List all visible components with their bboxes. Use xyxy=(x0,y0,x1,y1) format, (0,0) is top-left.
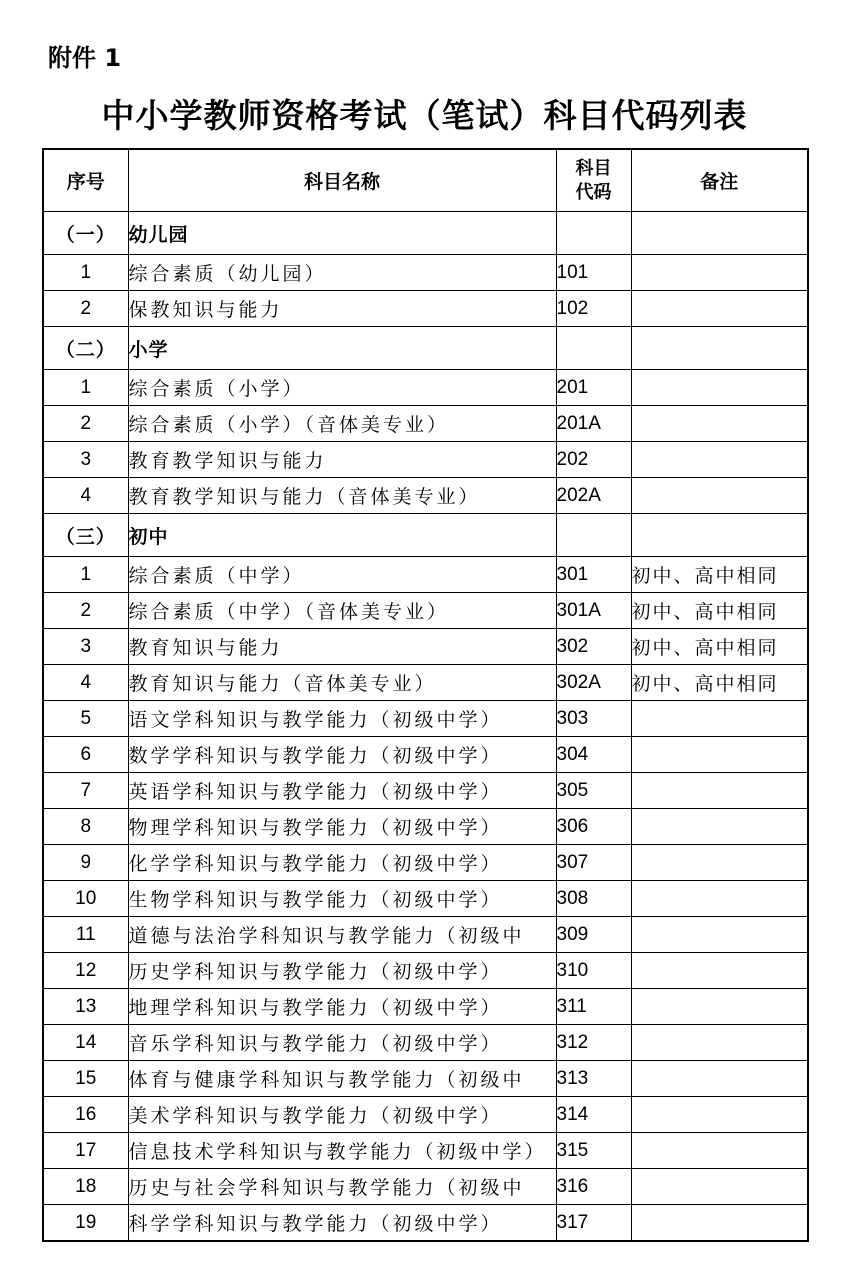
table-row xyxy=(43,881,808,917)
cell-note xyxy=(631,1097,808,1133)
table-row xyxy=(43,1025,808,1061)
cell-note xyxy=(631,881,808,917)
cell-seq: 4 xyxy=(43,478,128,514)
table-row xyxy=(43,1097,808,1133)
cell-note: 初中、高中相同 xyxy=(631,665,808,701)
cell-seq: 10 xyxy=(43,881,128,917)
cell-subject-name: 美术学科知识与教学能力（初级中学） xyxy=(128,1097,556,1133)
cell-note xyxy=(631,701,808,737)
cell-note xyxy=(631,1061,808,1097)
cell-seq: 6 xyxy=(43,737,128,773)
cell-subject-code: 202 xyxy=(556,442,631,478)
cell-subject-name: 语文学科知识与教学能力（初级中学） xyxy=(128,701,556,737)
table-row xyxy=(43,406,808,442)
table-row xyxy=(43,953,808,989)
table-row xyxy=(43,629,808,665)
cell-note: 初中、高中相同 xyxy=(631,557,808,593)
table-row xyxy=(43,442,808,478)
table-row xyxy=(43,845,808,881)
cell-note xyxy=(631,212,808,255)
cell-seq: （二） xyxy=(43,327,128,370)
cell-subject-name: 历史学科知识与教学能力（初级中学） xyxy=(128,953,556,989)
cell-subject-code: 312 xyxy=(556,1025,631,1061)
cell-note: 初中、高中相同 xyxy=(631,593,808,629)
cell-note xyxy=(631,1205,808,1242)
cell-subject-name: 综合素质（幼儿园） xyxy=(128,255,556,291)
cell-note xyxy=(631,255,808,291)
cell-subject-code: 301 xyxy=(556,557,631,593)
cell-subject-code: 313 xyxy=(556,1061,631,1097)
table-row xyxy=(43,1169,808,1205)
table-row xyxy=(43,370,808,406)
cell-seq: 11 xyxy=(43,917,128,953)
cell-subject-code: 101 xyxy=(556,255,631,291)
cell-seq: 19 xyxy=(43,1205,128,1242)
cell-subject-name: 历史与社会学科知识与教学能力（初级中 xyxy=(128,1169,556,1205)
cell-subject-name: 化学学科知识与教学能力（初级中学） xyxy=(128,845,556,881)
cell-subject-name: 体育与健康学科知识与教学能力（初级中 xyxy=(128,1061,556,1097)
cell-seq: 15 xyxy=(43,1061,128,1097)
cell-subject-code: 202A xyxy=(556,478,631,514)
cell-seq: 7 xyxy=(43,773,128,809)
cell-subject-code: 302 xyxy=(556,629,631,665)
table-row xyxy=(43,557,808,593)
cell-note xyxy=(631,291,808,327)
cell-note xyxy=(631,1133,808,1169)
cell-subject-name: 幼儿园 xyxy=(128,212,556,255)
cell-subject-code: 102 xyxy=(556,291,631,327)
cell-seq: 17 xyxy=(43,1133,128,1169)
cell-note xyxy=(631,370,808,406)
cell-seq: 2 xyxy=(43,291,128,327)
cell-subject-code: 307 xyxy=(556,845,631,881)
cell-subject-name: 物理学科知识与教学能力（初级中学） xyxy=(128,809,556,845)
cell-subject-name: 教育知识与能力 xyxy=(128,629,556,665)
table-row xyxy=(43,737,808,773)
cell-subject-code: 311 xyxy=(556,989,631,1025)
cell-subject-name: 综合素质（中学） xyxy=(128,557,556,593)
table-row xyxy=(43,809,808,845)
cell-subject-name: 综合素质（小学）（音体美专业） xyxy=(128,406,556,442)
cell-note xyxy=(631,917,808,953)
cell-subject-code: 305 xyxy=(556,773,631,809)
header-code-line1: 科目 xyxy=(575,157,612,179)
header-seq: 序号 xyxy=(43,149,128,212)
cell-seq: 12 xyxy=(43,953,128,989)
header-code xyxy=(556,149,631,212)
cell-subject-code xyxy=(556,327,631,370)
cell-seq: 14 xyxy=(43,1025,128,1061)
cell-subject-code: 306 xyxy=(556,809,631,845)
cell-seq: 9 xyxy=(43,845,128,881)
cell-subject-name: 教育知识与能力（音体美专业） xyxy=(128,665,556,701)
cell-subject-name: 地理学科知识与教学能力（初级中学） xyxy=(128,989,556,1025)
cell-note xyxy=(631,953,808,989)
table-row xyxy=(43,989,808,1025)
cell-subject-code: 310 xyxy=(556,953,631,989)
subject-code-table xyxy=(42,148,809,1242)
table-row xyxy=(43,291,808,327)
cell-subject-name: 音乐学科知识与教学能力（初级中学） xyxy=(128,1025,556,1061)
table-row xyxy=(43,593,808,629)
cell-seq: 1 xyxy=(43,255,128,291)
cell-seq: 8 xyxy=(43,809,128,845)
cell-subject-code xyxy=(556,514,631,557)
cell-note xyxy=(631,845,808,881)
cell-note xyxy=(631,809,808,845)
table-row xyxy=(43,665,808,701)
cell-note xyxy=(631,989,808,1025)
cell-subject-code: 201 xyxy=(556,370,631,406)
header-note: 备注 xyxy=(631,149,808,212)
table-row xyxy=(43,701,808,737)
section-row xyxy=(43,212,808,255)
cell-note xyxy=(631,773,808,809)
table-row xyxy=(43,917,808,953)
cell-subject-name: 英语学科知识与教学能力（初级中学） xyxy=(128,773,556,809)
cell-seq: 3 xyxy=(43,629,128,665)
cell-subject-name: 信息技术学科知识与教学能力（初级中学） xyxy=(128,1133,556,1169)
section-row xyxy=(43,514,808,557)
cell-note xyxy=(631,1169,808,1205)
cell-note xyxy=(631,327,808,370)
cell-subject-code: 308 xyxy=(556,881,631,917)
cell-seq: 5 xyxy=(43,701,128,737)
table-header-row xyxy=(43,149,808,212)
cell-subject-name: 教育教学知识与能力（音体美专业） xyxy=(128,478,556,514)
table-row xyxy=(43,1133,808,1169)
header-name: 科目名称 xyxy=(128,149,556,212)
cell-seq: 2 xyxy=(43,593,128,629)
cell-subject-code: 301A xyxy=(556,593,631,629)
cell-seq: 4 xyxy=(43,665,128,701)
cell-note xyxy=(631,406,808,442)
cell-seq: （一） xyxy=(43,212,128,255)
cell-note xyxy=(631,478,808,514)
cell-note xyxy=(631,514,808,557)
cell-subject-code: 304 xyxy=(556,737,631,773)
cell-note xyxy=(631,1025,808,1061)
document-title: 中小学教师资格考试（笔试）科目代码列表 xyxy=(101,96,748,135)
table-row xyxy=(43,1205,808,1242)
table-row xyxy=(43,773,808,809)
cell-subject-name: 保教知识与能力 xyxy=(128,291,556,327)
cell-subject-code: 317 xyxy=(556,1205,631,1242)
cell-seq: 1 xyxy=(43,557,128,593)
cell-subject-name: 综合素质（中学）（音体美专业） xyxy=(128,593,556,629)
cell-subject-code: 302A xyxy=(556,665,631,701)
section-row xyxy=(43,327,808,370)
cell-subject-code: 316 xyxy=(556,1169,631,1205)
cell-seq: 1 xyxy=(43,370,128,406)
cell-subject-name: 小学 xyxy=(128,327,556,370)
cell-subject-code: 314 xyxy=(556,1097,631,1133)
cell-subject-code: 303 xyxy=(556,701,631,737)
cell-seq: 16 xyxy=(43,1097,128,1133)
cell-subject-name: 初中 xyxy=(128,514,556,557)
cell-seq: 18 xyxy=(43,1169,128,1205)
table-row xyxy=(43,1061,808,1097)
cell-subject-name: 综合素质（小学） xyxy=(128,370,556,406)
header-code-line2: 代码 xyxy=(575,181,612,203)
cell-note xyxy=(631,737,808,773)
cell-seq: 2 xyxy=(43,406,128,442)
table-body xyxy=(43,212,808,1242)
table-row xyxy=(43,255,808,291)
cell-seq: 3 xyxy=(43,442,128,478)
cell-note: 初中、高中相同 xyxy=(631,629,808,665)
cell-subject-code xyxy=(556,212,631,255)
cell-subject-code: 315 xyxy=(556,1133,631,1169)
attachment-label: 附件 1 xyxy=(48,44,122,72)
cell-note xyxy=(631,442,808,478)
cell-seq: （三） xyxy=(43,514,128,557)
cell-subject-name: 道德与法治学科知识与教学能力（初级中 xyxy=(128,917,556,953)
cell-subject-name: 生物学科知识与教学能力（初级中学） xyxy=(128,881,556,917)
cell-subject-code: 309 xyxy=(556,917,631,953)
cell-subject-name: 数学学科知识与教学能力（初级中学） xyxy=(128,737,556,773)
table-row xyxy=(43,478,808,514)
cell-subject-code: 201A xyxy=(556,406,631,442)
cell-subject-name: 科学学科知识与教学能力（初级中学） xyxy=(128,1205,556,1242)
cell-seq: 13 xyxy=(43,989,128,1025)
cell-subject-name: 教育教学知识与能力 xyxy=(128,442,556,478)
